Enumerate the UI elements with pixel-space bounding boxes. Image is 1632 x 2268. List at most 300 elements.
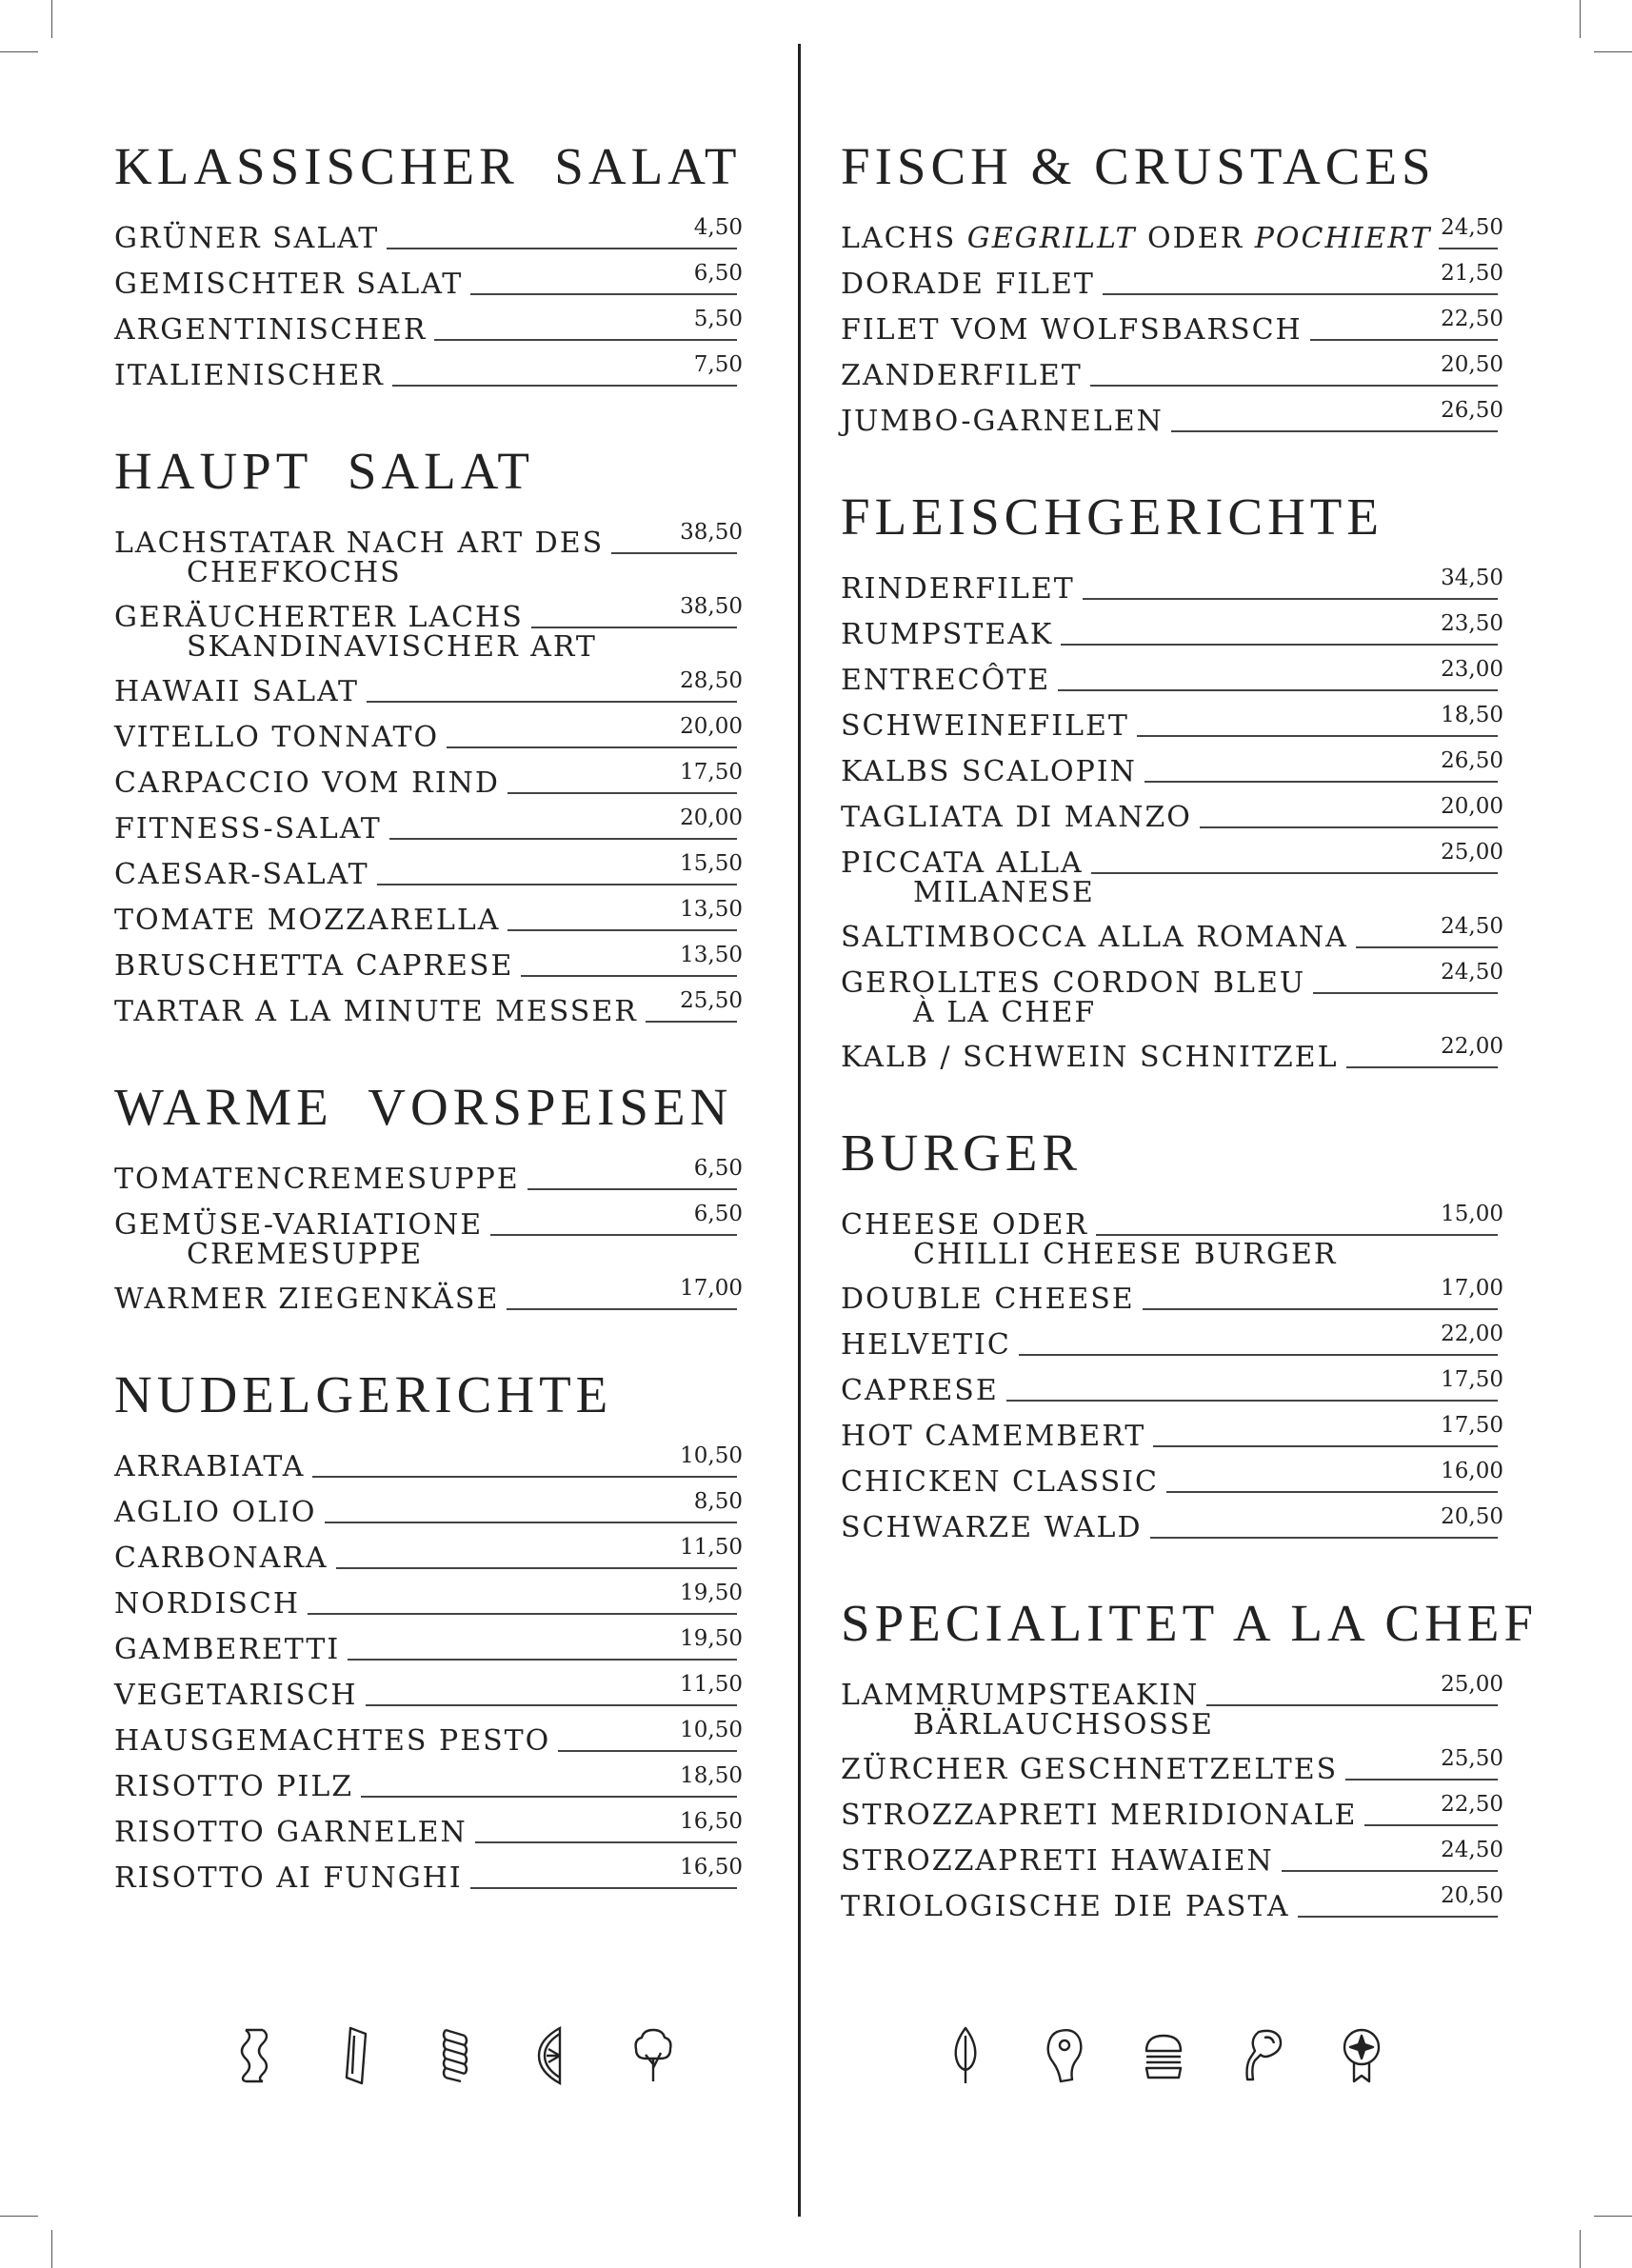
menu-item-line (841, 1466, 1503, 1499)
menu-item-line (114, 314, 743, 347)
menu-item-line (841, 802, 1503, 834)
menu-item (114, 1809, 743, 1849)
dish-name: WARMER ZIEGENKÄSE (114, 1283, 500, 1316)
dish-name: HELVETIC (841, 1328, 1011, 1362)
price-leader-line (1345, 1779, 1498, 1781)
dish-name: ARRABIATA (114, 1450, 306, 1483)
menu-item-line (841, 314, 1503, 347)
crop-mark (1580, 2230, 1581, 2268)
menu-item-line (841, 1512, 1503, 1544)
menu-item-line (114, 1451, 743, 1483)
menu-item-line (114, 1209, 743, 1242)
dish-price: 23,50 (1441, 611, 1503, 636)
section-title: FISCH & CRUSTACES (841, 137, 1436, 195)
section-title: FLEISCHGERICHTE (841, 487, 1383, 546)
dish-price: 17,50 (1441, 1367, 1503, 1392)
menu-item (841, 398, 1503, 438)
menu-item-line (114, 1542, 743, 1575)
menu-item-line (841, 269, 1503, 301)
menu-item-line (114, 223, 743, 255)
menu-item-line (841, 847, 1503, 880)
dish-price: 21,50 (1441, 261, 1503, 286)
dish-price: 15,50 (680, 851, 743, 876)
menu-item-line (114, 1164, 743, 1196)
price-leader-line (1166, 1491, 1498, 1493)
menu-item-line (841, 710, 1503, 743)
dish-name-italic: POCHIERT (1254, 222, 1432, 255)
menu-section-fisch-crustaces (841, 133, 1503, 438)
menu-item-line (114, 1588, 743, 1621)
dish-price: 13,50 (680, 943, 743, 967)
crop-mark (51, 0, 52, 38)
dish-name: GEROLLTES CORDON BLEU (841, 966, 1306, 1000)
dish-price: 25,50 (1441, 1746, 1503, 1771)
price-leader-line (336, 1567, 737, 1569)
menu-item (841, 794, 1503, 834)
menu-item-line (841, 922, 1503, 954)
dish-price: 17,00 (680, 1276, 743, 1301)
price-leader-line (508, 929, 737, 931)
dish-name: SALTIMBOCCA ALLA ROMANA (841, 921, 1348, 954)
menu-item (841, 1838, 1503, 1878)
dish-name: TARTAR A LA MINUTE MESSER (114, 995, 638, 1028)
menu-item-line (841, 665, 1503, 697)
dish-name: VITELLO TONNATO (114, 721, 440, 754)
menu-item-line (841, 619, 1503, 651)
menu-item-line (114, 1862, 743, 1895)
menu-item (841, 1504, 1503, 1544)
menu-item-line (114, 527, 743, 560)
price-leader-line (1006, 1400, 1498, 1402)
menu-item (841, 1202, 1503, 1271)
menu-item-line (114, 767, 743, 800)
dish-price: 22,50 (1441, 1792, 1503, 1817)
dish-name: ENTRECÔTE (841, 664, 1051, 697)
price-leader-line (1058, 689, 1498, 691)
price-leader-line (1171, 430, 1498, 432)
tree-broccoli-icon (630, 2026, 676, 2085)
price-leader-line (1019, 1354, 1498, 1356)
menu-item-list (841, 1202, 1503, 1544)
section-title: BURGER (841, 1124, 1083, 1182)
dish-name: HAUSGEMACHTES PESTO (114, 1724, 551, 1758)
dish-price: 20,50 (1441, 352, 1503, 377)
dish-name-continued: CHILLI CHEESE BURGER (913, 1238, 1338, 1271)
menu-item-list (841, 215, 1503, 438)
dish-name: ZANDERFILET (841, 359, 1083, 392)
penne-icon (333, 2026, 379, 2085)
dish-name: RINDERFILET (841, 572, 1075, 606)
dish-name: LACHSTATAR NACH ART DES (114, 527, 605, 560)
price-leader-line (361, 1796, 737, 1798)
menu-item (114, 806, 743, 846)
dish-name: RISOTTO PILZ (114, 1770, 354, 1803)
price-leader-line (1144, 781, 1498, 783)
menu-section-specialitet-a-la-chef (841, 1590, 1538, 1923)
menu-item-line (841, 967, 1503, 1000)
menu-item-line (114, 1817, 743, 1849)
dish-name-continued: MILANESE (913, 876, 1095, 909)
menu-item-line (841, 406, 1503, 438)
menu-item (841, 1276, 1503, 1316)
dish-name: CARPACCIO VOM RIND (114, 766, 500, 800)
dish-name: JUMBO-GARNELEN (841, 405, 1164, 438)
menu-item (841, 914, 1503, 954)
price-leader-line (348, 1659, 737, 1661)
section-title: HAUPT SALAT (114, 442, 534, 500)
dish-name: FILET VOM WOLFSBARSCH (841, 313, 1303, 347)
dish-price: 16,00 (1441, 1459, 1503, 1483)
menu-item (114, 714, 743, 754)
price-leader-line (1298, 1916, 1499, 1918)
menu-item-line (841, 1283, 1503, 1316)
price-leader-line (558, 1750, 737, 1752)
dish-price: 6,50 (693, 1156, 743, 1181)
crop-mark (0, 2216, 38, 2217)
menu-item (114, 1763, 743, 1803)
chicken-leg-icon (1240, 2026, 1285, 2085)
menu-item-list (841, 1672, 1503, 1923)
price-leader-line (387, 248, 737, 249)
price-leader-line (1313, 992, 1498, 994)
menu-section-nudelgerichte (114, 1362, 743, 1895)
price-leader-line (312, 1476, 737, 1478)
price-leader-line (1150, 1537, 1498, 1539)
dish-name: GRÜNER SALAT (114, 222, 380, 255)
price-leader-line (366, 1704, 737, 1706)
menu-item (841, 748, 1503, 788)
price-leader-line (527, 1188, 737, 1190)
menu-item-line (114, 905, 743, 937)
dish-price: 25,00 (1441, 1672, 1503, 1697)
price-leader-line (325, 1522, 738, 1523)
menu-item (114, 1156, 743, 1196)
price-leader-line (1356, 946, 1498, 948)
price-leader-line (521, 975, 737, 977)
menu-item-line (114, 1283, 743, 1316)
menu-item (114, 988, 743, 1028)
dish-price: 13,50 (680, 897, 743, 922)
menu-item (114, 1626, 743, 1666)
section-title: NUDELGERICHTE (114, 1365, 613, 1423)
menu-item (114, 1276, 743, 1316)
menu-item-line (114, 859, 743, 891)
menu-column-left (114, 133, 743, 1940)
crop-mark (0, 51, 38, 52)
price-leader-line (507, 1308, 737, 1310)
menu-item (114, 1855, 743, 1895)
dish-price: 24,50 (1441, 215, 1503, 240)
dish-price: 34,50 (1441, 566, 1503, 590)
crop-mark (1594, 51, 1632, 52)
dish-name: LAMMRUMPSTEAKIN (841, 1679, 1200, 1712)
crop-mark (1594, 2216, 1632, 2217)
dish-name-continued: À LA CHEF (913, 996, 1097, 1029)
dish-price: 11,50 (680, 1672, 743, 1697)
menu-item (841, 1883, 1503, 1923)
dish-name: CAPRESE (841, 1374, 999, 1407)
dish-name: PICCATA ALLA (841, 846, 1084, 880)
dish-price: 22,00 (1441, 1322, 1503, 1346)
menu-item (114, 897, 743, 937)
menu-item-line (841, 1845, 1503, 1878)
menu-item-line (114, 1634, 743, 1666)
dish-name: KALBS SCALOPIN (841, 755, 1137, 788)
menu-section-klassischer-salat (114, 133, 743, 392)
price-leader-line (1364, 1824, 1498, 1826)
menu-section-warme-vorspeisen (114, 1074, 743, 1316)
dish-price: 18,50 (1441, 703, 1503, 727)
section-title: KLASSISCHER SALAT (114, 137, 742, 195)
menu-item (114, 594, 743, 664)
dish-name: NORDISCH (114, 1587, 301, 1621)
price-leader-line (1439, 248, 1498, 249)
menu-item (841, 352, 1503, 392)
price-leader-line (1206, 1704, 1498, 1706)
dish-price: 19,50 (680, 1626, 743, 1651)
half-lemon-icon (531, 2026, 577, 2085)
dish-name: TOMATENCREMESUPPE (114, 1163, 520, 1196)
menu-item-line (114, 1497, 743, 1529)
menu-item-list (114, 215, 743, 392)
price-leader-line (1090, 385, 1498, 387)
price-leader-line (1346, 1066, 1499, 1068)
menu-item (841, 261, 1503, 301)
menu-item-line (114, 722, 743, 754)
dish-price: 11,50 (680, 1535, 743, 1560)
menu-item (841, 1746, 1503, 1786)
menu-item (841, 307, 1503, 347)
menu-item (841, 840, 1503, 909)
dish-price: 26,50 (1441, 398, 1503, 423)
dish-name: BRUSCHETTA CAPRESE (114, 949, 514, 983)
dish-price: 25,00 (1441, 840, 1503, 865)
dish-name: GEMÜSE-VARIATIONE (114, 1208, 484, 1242)
menu-item-line (841, 1891, 1503, 1923)
menu-item (114, 1718, 743, 1758)
menu-item (841, 1792, 1503, 1832)
menu-item-line (114, 1771, 743, 1803)
dish-price: 16,50 (680, 1809, 743, 1834)
price-leader-line (377, 884, 737, 885)
menu-item (114, 261, 743, 301)
dish-price: 6,50 (693, 1202, 743, 1226)
menu-item-line (841, 1680, 1503, 1712)
menu-item-line (841, 573, 1503, 606)
dish-price: 17,50 (680, 760, 743, 785)
column-divider (798, 44, 801, 2217)
menu-item (114, 1489, 743, 1529)
price-leader-line (1282, 1870, 1498, 1872)
fettuccine-icon (234, 2026, 280, 2085)
dish-price: 24,50 (1441, 914, 1503, 939)
dish-price: 10,50 (680, 1443, 743, 1468)
menu-section-burger (841, 1120, 1503, 1544)
dish-name-part: LACHS (841, 222, 967, 255)
menu-column-right (841, 133, 1538, 1969)
dish-name: STROZZAPRETI MERIDIONALE (841, 1799, 1358, 1832)
menu-item (841, 1672, 1503, 1741)
menu-item-line (114, 950, 743, 983)
menu-item-line (841, 756, 1503, 788)
icon-row-left (234, 2026, 676, 2085)
price-leader-line (508, 792, 737, 794)
icon-row-right (943, 2026, 1384, 2085)
dish-price: 25,50 (680, 988, 743, 1013)
leaf-icon (943, 2026, 988, 2085)
dish-name: GERÄUCHERTER LACHS (114, 601, 524, 634)
dish-price: 10,50 (680, 1718, 743, 1742)
dish-name: RISOTTO AI FUNGHI (114, 1861, 463, 1895)
dish-name-part: ODER (1136, 222, 1255, 255)
burger-icon (1141, 2026, 1186, 2085)
dish-name: CAESAR-SALAT (114, 858, 369, 891)
price-leader-line (1310, 339, 1498, 341)
menu-item (114, 1581, 743, 1621)
dish-name: RISOTTO GARNELEN (114, 1816, 468, 1849)
dish-name: CARBONARA (114, 1542, 328, 1575)
crop-mark (51, 2230, 52, 2268)
price-leader-line (1137, 735, 1498, 737)
dish-price: 20,50 (1441, 1504, 1503, 1529)
dish-name: RUMPSTEAK (841, 618, 1054, 651)
dish-name: TAGLIATA DI MANZO (841, 801, 1192, 834)
dish-name: CHICKEN CLASSIC (841, 1465, 1159, 1499)
dish-price: 26,50 (1441, 748, 1503, 773)
dish-name: TOMATE MOZZARELLA (114, 904, 501, 937)
menu-item (841, 611, 1503, 651)
steak-icon (1042, 2026, 1087, 2085)
menu-item (841, 566, 1503, 606)
price-leader-line (646, 1021, 737, 1023)
menu-section-fleischgerichte (841, 484, 1503, 1074)
dish-price: 17,50 (1441, 1413, 1503, 1438)
dish-price: 17,00 (1441, 1276, 1503, 1301)
menu-item (114, 215, 743, 255)
dish-name: VEGETARISCH (114, 1679, 358, 1712)
dish-name: KALB / SCHWEIN SCHNITZEL (841, 1041, 1339, 1074)
dish-price: 18,50 (680, 1763, 743, 1788)
menu-item-list (114, 520, 743, 1028)
dish-price: 6,50 (693, 261, 743, 286)
menu-item-line (841, 1042, 1503, 1074)
menu-item-list (114, 1156, 743, 1316)
menu-item-line (841, 1209, 1503, 1242)
price-leader-line (1096, 1234, 1498, 1236)
price-leader-line (308, 1613, 737, 1615)
menu-item (841, 1034, 1503, 1074)
price-leader-line (1083, 598, 1498, 600)
menu-item-line (114, 269, 743, 301)
menu-item-list (841, 566, 1503, 1074)
menu-item (841, 960, 1503, 1029)
price-leader-line (392, 385, 737, 387)
dish-name: TRIOLOGISCHE DIE PASTA (841, 1890, 1290, 1923)
price-leader-line (531, 627, 737, 628)
dish-name: GAMBERETTI (114, 1633, 341, 1666)
menu-item (841, 657, 1503, 697)
menu-item-line (841, 1375, 1503, 1407)
menu-item (114, 1672, 743, 1712)
dish-name: HAWAII SALAT (114, 675, 360, 708)
dish-price: 38,50 (680, 520, 743, 545)
dish-price: 20,00 (680, 714, 743, 739)
dish-name: GEMISCHTER SALAT (114, 268, 464, 301)
dish-name: DOUBLE CHEESE (841, 1283, 1135, 1316)
price-leader-line (470, 293, 737, 295)
menu-item (114, 760, 743, 800)
price-leader-line (447, 746, 737, 748)
crop-mark (1580, 0, 1581, 38)
dish-name-continued: BÄRLAUCHSOSSE (913, 1708, 1214, 1741)
price-leader-line (434, 339, 737, 341)
dish-name: STROZZAPRETI HAWAIEN (841, 1844, 1274, 1878)
dish-name: ZÜRCHER GESCHNETZELTES (841, 1753, 1339, 1786)
dish-name: HOT CAMEMBERT (841, 1420, 1146, 1453)
menu-item (114, 943, 743, 983)
price-leader-line (611, 552, 737, 554)
menu-item-list (114, 1443, 743, 1895)
dish-price: 19,50 (680, 1581, 743, 1605)
menu-item-line (841, 1329, 1503, 1362)
dish-name-continued: CREMESUPPE (187, 1238, 424, 1271)
dish-name: ARGENTINISCHER (114, 313, 428, 347)
price-leader-line (1091, 872, 1498, 874)
menu-item-line (114, 996, 743, 1028)
menu-item (114, 851, 743, 891)
dish-price: 20,00 (680, 806, 743, 830)
section-title: SPECIALITET A LA CHEF (841, 1594, 1538, 1652)
menu-item (841, 1413, 1503, 1453)
menu-item (841, 1322, 1503, 1362)
dish-price: 8,50 (693, 1489, 743, 1514)
price-leader-line (1200, 826, 1498, 828)
dish-price: 20,50 (1441, 1883, 1503, 1908)
price-leader-line (1153, 1445, 1498, 1447)
price-leader-line (1061, 644, 1498, 646)
dish-price: 28,50 (680, 668, 743, 693)
price-leader-line (367, 701, 737, 703)
menu-item-line (114, 676, 743, 708)
dish-name: AGLIO OLIO (114, 1496, 317, 1529)
dish-name: SCHWEINEFILET (841, 709, 1129, 743)
dish-price: 22,50 (1441, 307, 1503, 331)
menu-item-line (841, 360, 1503, 392)
dish-name-italic: GEGRILLT (966, 222, 1137, 255)
price-leader-line (389, 838, 737, 840)
menu-item-line (114, 1725, 743, 1758)
dish-name: DORADE FILET (841, 268, 1095, 301)
menu-item-line (114, 813, 743, 846)
menu-item-line (114, 602, 743, 634)
menu-item (114, 352, 743, 392)
menu-item (114, 1443, 743, 1483)
dish-price: 16,50 (680, 1855, 743, 1880)
menu-item-line (841, 223, 1503, 255)
fusilli-icon (432, 2026, 478, 2085)
menu-item (114, 1202, 743, 1271)
menu-item-line (841, 1800, 1503, 1832)
price-leader-line (1103, 293, 1498, 295)
menu-item (114, 520, 743, 589)
menu-item (841, 703, 1503, 743)
section-title: WARME VORSPEISEN (114, 1078, 733, 1136)
menu-item-line (114, 360, 743, 392)
dish-name: FITNESS-SALAT (114, 812, 382, 846)
menu-item (114, 668, 743, 708)
menu-item (841, 1367, 1503, 1407)
dish-name (841, 223, 1431, 255)
